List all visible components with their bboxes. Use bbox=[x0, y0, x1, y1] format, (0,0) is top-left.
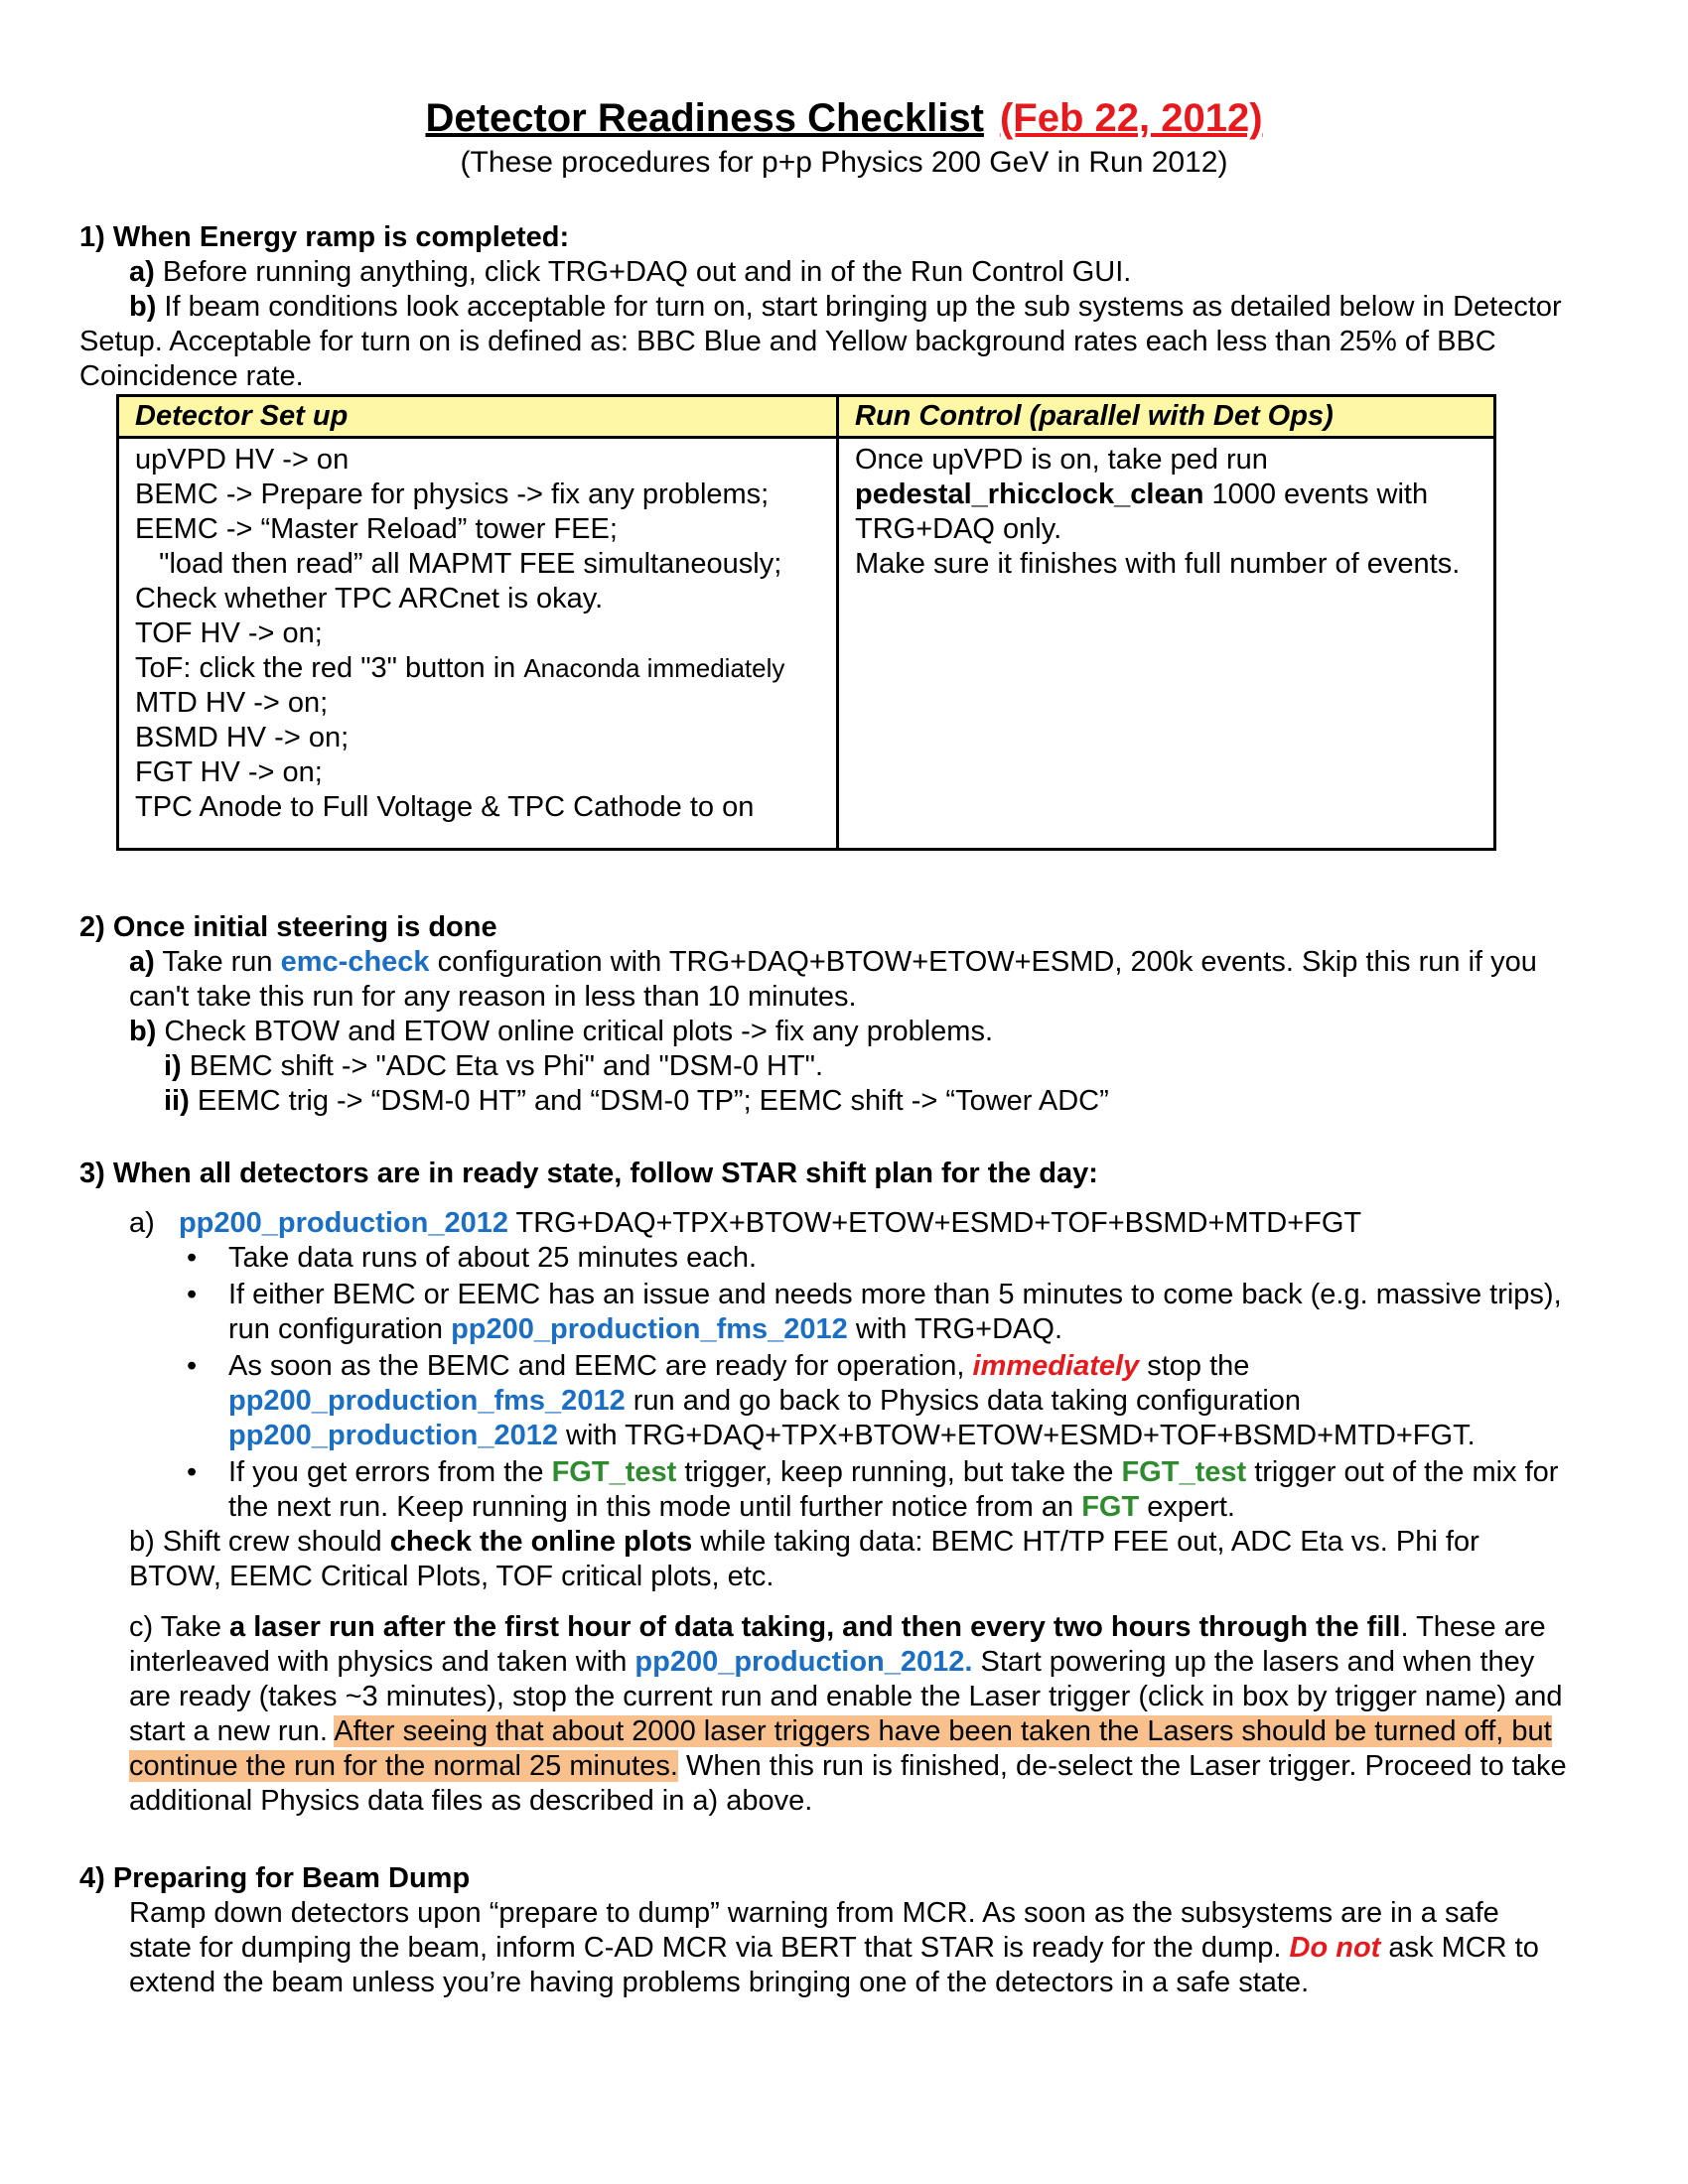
bullet-icon: • bbox=[187, 1279, 198, 1310]
section-3-heading: 3) When all detectors are in ready state, follow STAR shift plan for the day: bbox=[79, 1158, 1098, 1189]
page-title bbox=[0, 94, 1688, 142]
section-2-item-i: i) BEMC shift -> "ADC Eta vs Phi" and "DSM-0 HT". bbox=[164, 1050, 824, 1082]
setup-line: BEMC -> Prepare for physics -> fix any problems; bbox=[135, 478, 770, 510]
setup-line: upVPD HV -> on bbox=[135, 444, 350, 476]
section-4-text: Ramp down detectors upon “prepare to dump” warning from MCR. As soon as the subsystems are in a safe state for dumping the beam, inform C-AD MCR via BERT that STAR is ready for the dump. Do not ask MCR to extend the beam unless you’re having problems bringing one of the detectors in a safe state. bbox=[129, 1897, 1539, 1998]
list-item: • If either BEMC or EEMC has an issue and needs more than 5 minutes to come back (e.g. massive trips), run configuration pp200_production_fms_2012 with TRG+DAQ. bbox=[187, 1279, 1562, 1345]
title-main: Detector Readiness Checklist bbox=[425, 96, 984, 140]
setup-line: BSMD HV -> on; bbox=[135, 722, 350, 753]
setup-line-tof-button: ToF: click the red "3" button in Anaconda immediately bbox=[135, 652, 785, 684]
table-header-run-control: Run Control (parallel with Det Ops) bbox=[838, 396, 1495, 438]
section-3-bullets bbox=[79, 1241, 1569, 1525]
section-3-item-a: a) pp200_production_2012 TRG+DAQ+TPX+BTOW+ETOW+ESMD+TOF+BSMD+MTD+FGT bbox=[129, 1207, 1362, 1239]
detector-setup-cell bbox=[118, 438, 838, 850]
section-1-item-b: b) If beam conditions look acceptable for turn on, start bringing up the sub systems as detailed below in Detector Setup. Acceptable for turn on is defined as: BBC Blue and Yellow background rates each less than 25% of BBC Coincidence rate. bbox=[79, 291, 1562, 392]
section-2 bbox=[79, 910, 1569, 1119]
bullet-icon: • bbox=[187, 1350, 198, 1382]
page-subtitle: (These procedures for p+p Physics 200 GeV in Run 2012) bbox=[460, 146, 1228, 179]
section-4-heading: 4) Preparing for Beam Dump bbox=[79, 1862, 471, 1894]
list-item: • Take data runs of about 25 minutes each. bbox=[187, 1242, 758, 1274]
table-header-detector-setup: Detector Set up bbox=[118, 396, 838, 438]
bullet-icon: • bbox=[187, 1242, 198, 1274]
run-control-cell bbox=[838, 438, 1495, 850]
run-control-line: Once upVPD is on, take ped run bbox=[855, 444, 1268, 476]
section-3-item-c: c) Take a laser run after the first hour of data taking, and then every two hours through the fill. These are interleaved with physics and taken with pp200_production_2012. Start powering up the lasers and when they are ready (takes ~3 minutes), stop the current run and enable the Laser trigger (click in box by trigger name) and start a new run. After seeing that about 2000 laser triggers have been taken the Lasers should be turned off, but continue the run for the normal 25 minutes. When this run is finished, de-select the Laser trigger. Proceed to take additional Physics data files as described in a) above. bbox=[129, 1611, 1567, 1817]
section-2-heading: 2) Once initial steering is done bbox=[79, 911, 497, 943]
run-control-line: Make sure it finishes with full number of events. bbox=[855, 548, 1461, 580]
title-date: (Feb 22, 2012) bbox=[999, 96, 1263, 140]
section-3 bbox=[79, 1157, 1569, 1819]
bullet-icon: • bbox=[187, 1456, 198, 1488]
laser-highlight: After seeing that about 2000 laser triggers have been taken the Lasers should be turned off, but continue the run for the normal 25 minutes. bbox=[129, 1715, 1552, 1782]
setup-line: FGT HV -> on; bbox=[135, 756, 323, 788]
section-2-item-a: a) Take run emc-check configuration with TRG+DAQ+BTOW+ETOW+ESMD, 200k events. Skip this run if you can't take this run for any reason in less than 10 minutes. bbox=[129, 946, 1537, 1013]
setup-line: TOF HV -> on; bbox=[135, 617, 323, 649]
section-4 bbox=[79, 1861, 1569, 2000]
section-2-item-b: b) Check BTOW and ETOW online critical plots -> fix any problems. bbox=[129, 1016, 994, 1047]
run-control-ped-run: pedestal_rhicclock_clean 1000 events with TRG+DAQ only. bbox=[855, 478, 1429, 545]
setup-line: TPC Anode to Full Voltage & TPC Cathode to on bbox=[135, 791, 755, 823]
setup-line: EEMC -> “Master Reload” tower FEE; bbox=[135, 513, 618, 545]
detector-setup-table bbox=[116, 394, 1496, 851]
section-1 bbox=[79, 220, 1569, 394]
section-1-heading: 1) When Energy ramp is completed: bbox=[79, 221, 570, 253]
list-item: • If you get errors from the FGT_test trigger, keep running, but take the FGT_test trigger out of the mix for the next run. Keep running in this mode until further notice from an FGT expert. bbox=[187, 1456, 1559, 1523]
setup-line: Check whether TPC ARCnet is okay. bbox=[135, 583, 604, 614]
section-3-item-b: b) Shift crew should check the online plots while taking data: BEMC HT/TP FEE out, ADC Eta vs. Phi for BTOW, EEMC Critical Plots, TOF critical plots, etc. bbox=[129, 1526, 1479, 1592]
setup-line: MTD HV -> on; bbox=[135, 687, 329, 719]
setup-line: "load then read” all MAPMT FEE simultaneously; bbox=[135, 548, 782, 580]
list-item: • As soon as the BEMC and EEMC are ready for operation, immediately stop the pp200_production_fms_2012 run and go back to Physics data taking configuration pp200_production_2012 with TRG+DAQ+TPX+BTOW+ETOW+ESMD+TOF+BSMD+MTD+FGT. bbox=[187, 1350, 1476, 1451]
section-1-item-a: a) Before running anything, click TRG+DAQ out and in of the Run Control GUI. bbox=[129, 256, 1132, 288]
section-2-item-ii: ii) EEMC trig -> “DSM-0 HT” and “DSM-0 TP”; EEMC shift -> “Tower ADC” bbox=[164, 1085, 1109, 1117]
